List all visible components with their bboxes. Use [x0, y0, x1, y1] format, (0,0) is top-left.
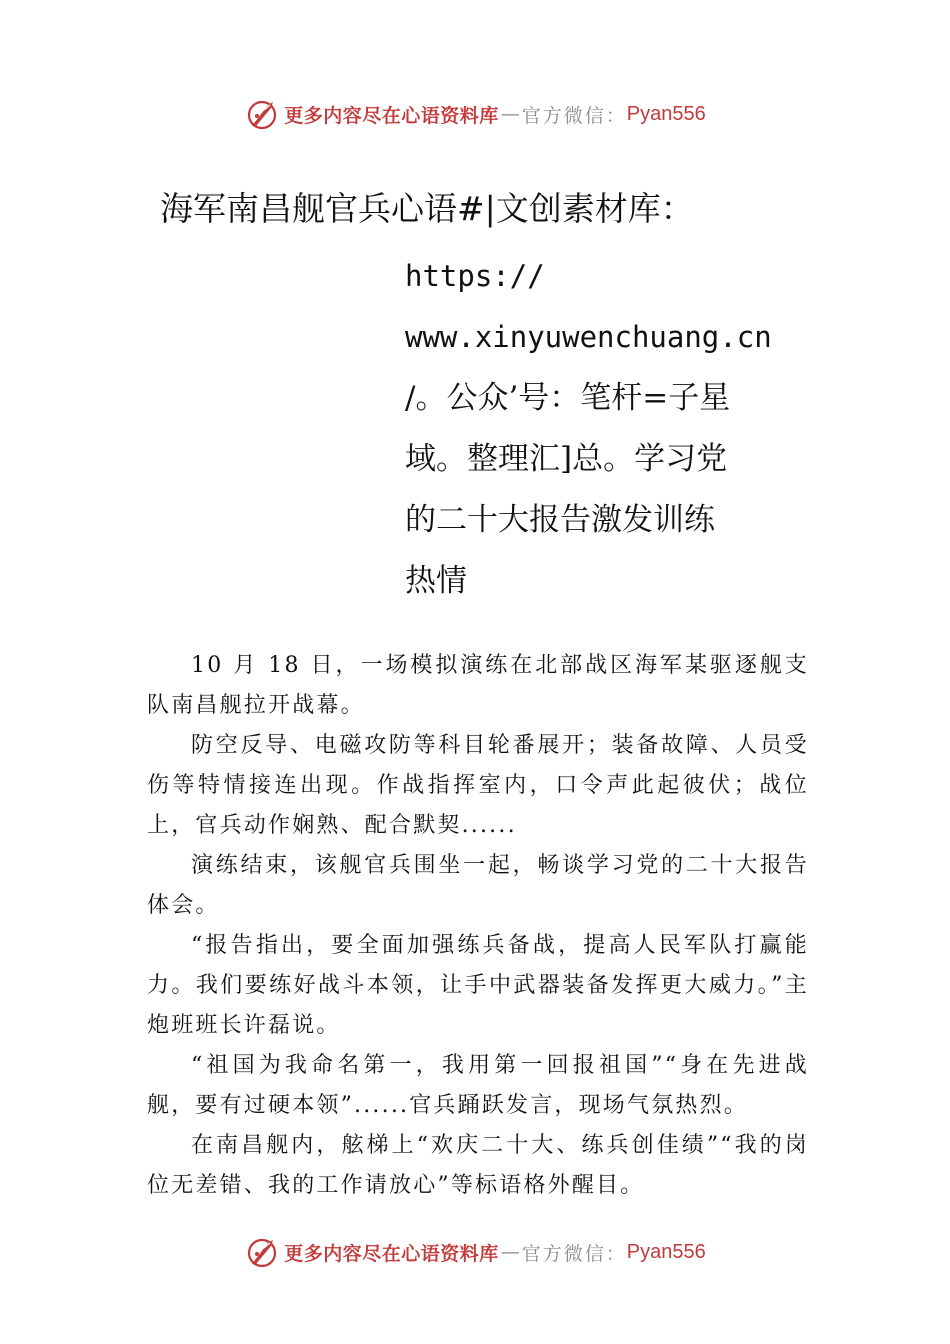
paragraph: 防空反导、电磁攻防等科目轮番展开；装备故障、人员受伤等特情接连出现。作战指挥室内，口令声此起彼伏；战位上，官兵动作娴熟、配合默契......: [147, 733, 809, 838]
banner-text: 更多内容尽在心语资料库: [284, 104, 499, 127]
title-line: www.xinyuwenchuang.cn: [405, 320, 772, 354]
banner-separator: —: [500, 103, 520, 125]
page-title: 海军南昌舰官兵心语#|文创素材库：: [160, 189, 694, 228]
header-banner: [0, 92, 950, 136]
banner-separator: —: [500, 1241, 520, 1263]
title-line: /。公众’号：笔杆=子星: [405, 380, 731, 416]
article-body: [147, 646, 809, 1206]
banner-wechat-label: 官方微信：: [521, 104, 627, 127]
banner-wechat-id: Pyan556: [626, 102, 706, 125]
title-continuation: [405, 246, 785, 612]
quill-pen-logo-icon: [244, 96, 280, 132]
paragraph: “报告指出，要全面加强练兵备战，提高人民军队打赢能力。我们要练好战斗本领，让手中武器装备发挥更大威力。”主炮班班长许磊说。: [147, 933, 809, 1038]
paragraph: 10 月 18 日，一场模拟演练在北部战区海军某驱逐舰支队南昌舰拉开战幕。: [147, 653, 809, 718]
banner-text: 更多内容尽在心语资料库: [284, 1242, 499, 1265]
title-line: 的二十大报告激发训练: [405, 502, 715, 538]
quill-pen-logo-icon: [244, 1234, 280, 1270]
title-line: 热情: [405, 563, 467, 599]
banner-wechat-id: Pyan556: [626, 1240, 706, 1263]
title-line: https://: [405, 259, 545, 293]
paragraph: 在南昌舰内，舷梯上“欢庆二十大、练兵创佳绩”“我的岗位无差错、我的工作请放心”等标语格外醒目。: [147, 1133, 809, 1198]
paragraph: “祖国为我命名第一，我用第一回报祖国”“身在先进战舰，要有过硬本领”......官兵踊跃发言，现场气氛热烈。: [147, 1053, 809, 1118]
title-line: 域。整理汇]总。学习党: [405, 441, 728, 477]
paragraph: 演练结束，该舰官兵围坐一起，畅谈学习党的二十大报告体会。: [147, 853, 809, 918]
banner-wechat-label: 官方微信：: [521, 1242, 627, 1265]
footer-banner: [0, 1230, 950, 1274]
